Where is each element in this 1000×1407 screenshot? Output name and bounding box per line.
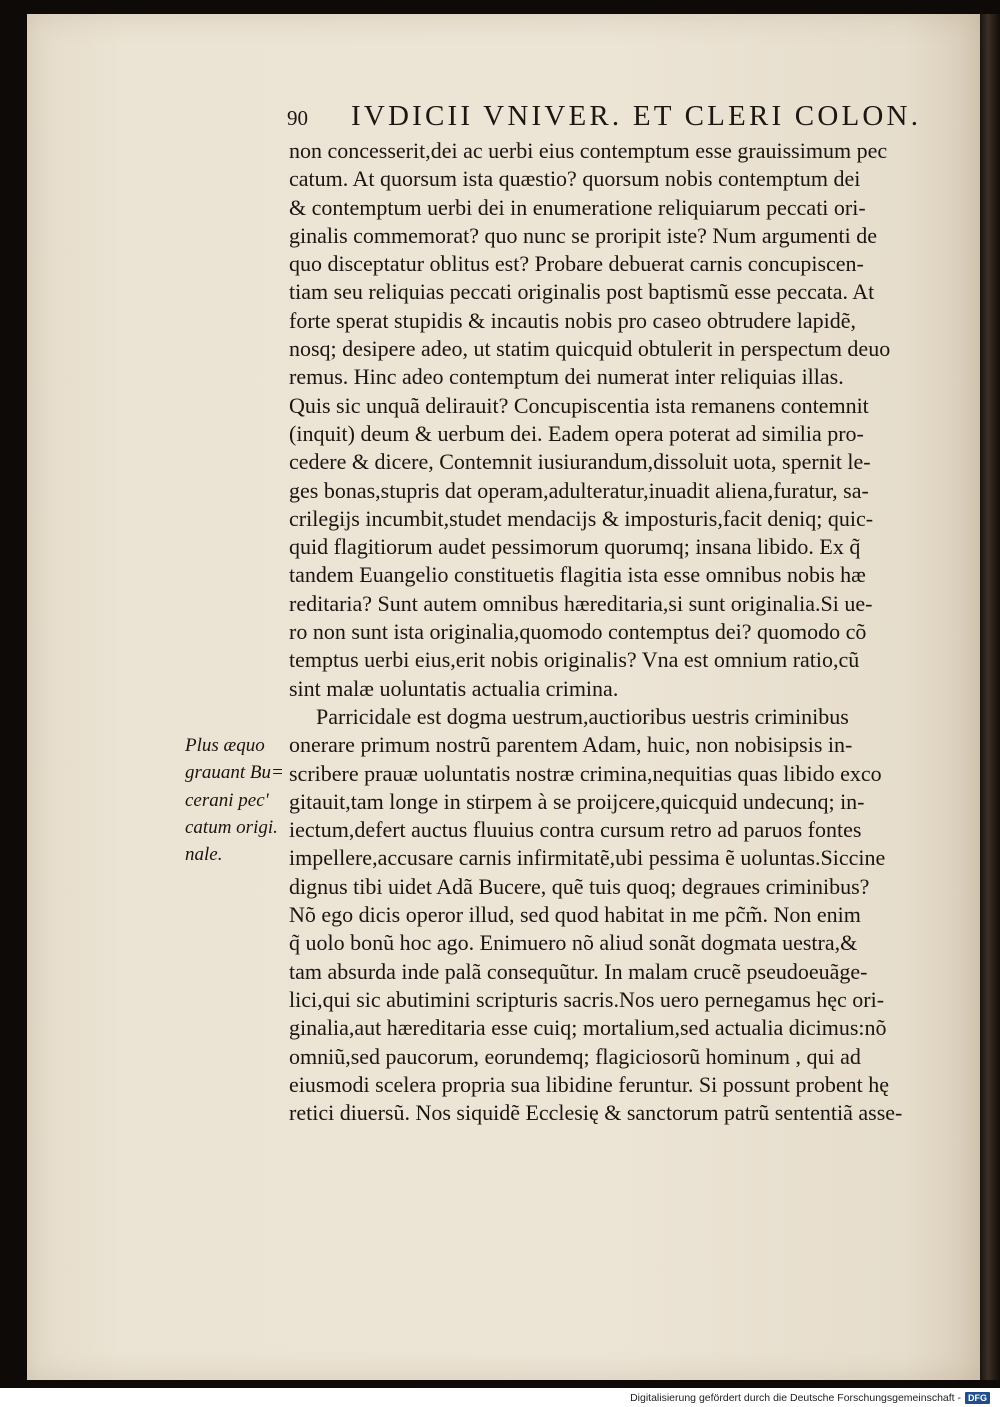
running-title: IVDICII VNIVER. ET CLERI COLON. xyxy=(351,100,922,132)
text-line: tam absurda inde palã consequũtur. In malam crucẽ pseudoeuãge- xyxy=(289,958,868,984)
text-line: gitauit,tam longe in stirpem à se proijcere,quicquid undecunq; in- xyxy=(289,788,865,814)
text-line: omniũ,sed paucorum, eorundemq; flagiciosorũ hominum , qui ad xyxy=(289,1043,861,1069)
text-line: (inquit) deum & uerbum dei. Eadem opera poterat ad similia pro- xyxy=(289,420,864,446)
text-line: forte sperat stupidis & incautis nobis pro caseo obtrudere lapidẽ, xyxy=(289,307,856,333)
book-spine-edge xyxy=(980,14,1000,1380)
body-text xyxy=(289,137,979,1127)
text-line: ginalis commemorat? quo nunc se proripit iste? Num argumenti de xyxy=(289,222,877,248)
text-line: tiam seu reliquias peccati originalis post baptismũ esse peccata. At xyxy=(289,279,875,305)
text-line: remus. Hinc adeo contemptum dei numerat inter reliquias illas. xyxy=(289,364,844,390)
text-line: catum. At quorsum ista quæstio? quorsum nobis contemptum dei xyxy=(289,166,861,192)
text-line: lici,qui sic abutimini scripturis sacris.Nos uero pernegamus hęc ori- xyxy=(289,986,885,1012)
text-line: tandem Euangelio constituetis flagitia ista esse omnibus nobis hæ xyxy=(289,562,866,588)
text-line: iectum,defert auctus fluuius contra cursum retro ad paruos fontes xyxy=(289,817,862,843)
text-line: cedere & dicere, Contemnit iusiurandum,dissoluit uota, spernit le- xyxy=(289,449,871,475)
marginal-note-line: catum origi. xyxy=(185,816,278,838)
text-line: & contemptum uerbi dei in enumeratione reliquiarum peccati ori- xyxy=(289,194,866,220)
running-head xyxy=(287,100,957,140)
text-line: reditaria? Sunt autem omnibus hæreditaria,si sunt originalia.Si ue- xyxy=(289,590,873,616)
text-line: ginalia,aut hæreditaria esse cuiq; mortalium,sed actualia dicimus:nõ xyxy=(289,1015,887,1041)
text-line: quo disceptatur oblitus est? Probare debuerat carnis concupiscen- xyxy=(289,251,864,277)
marginal-note-line: cerani pec' xyxy=(185,789,269,811)
text-line: onerare primum nostrũ parentem Adam, huic, non nobisipsis in- xyxy=(289,732,853,758)
text-line: Quis sic unquã delirauit? Concupiscentia ista remanens contemnit xyxy=(289,392,869,418)
marginal-note xyxy=(185,732,285,868)
text-line: retici diuersũ. Nos siquidẽ Ecclesię & sanctorum patrũ sententiã asse- xyxy=(289,1100,903,1126)
text-line: temptus uerbi eius,erit nobis originalis? Vna est omnium ratio,cũ xyxy=(289,647,860,673)
text-line: ro non sunt ista originalia,quomodo contemptus dei? quomodo cõ xyxy=(289,619,867,645)
marginal-note-line: Plus æquo xyxy=(185,735,265,756)
text-line: crilegijs incumbit,studet mendacijs & imposturis,facit deniq; quic- xyxy=(289,505,874,531)
page-number: 90 xyxy=(287,106,308,130)
text-line: Nõ ego dicis operor illud, sed quod habitat in me pc̃m̃. Non enim xyxy=(289,902,861,928)
text-line: q̃ uolo bonũ hoc ago. Enimuero nõ aliud sonãt dogmata uestra,& xyxy=(289,930,858,956)
text-line: Parricidale est dogma uestrum,auctioribus uestris criminibus xyxy=(316,703,849,729)
dfg-logo: DFG xyxy=(965,1392,990,1404)
text-line: non concesserit,dei ac uerbi eius contemptum esse grauissimum pec xyxy=(289,138,888,163)
text-line: ges bonas,stupris dat operam,adulteratur,inuadit aliena,furatur, sa- xyxy=(289,477,869,503)
text-line: eiusmodi scelera propria sua libidine feruntur. Si possunt probent hę xyxy=(289,1071,889,1097)
text-line: scribere prauæ uoluntatis nostræ crimina,nequitias quas libido exco xyxy=(289,760,882,786)
text-line: nosq; desipere adeo, ut statim quicquid obtulerit in perspectum deuo xyxy=(289,336,891,362)
digitization-credit xyxy=(630,1389,990,1407)
marginal-note-line: grauant Bu= xyxy=(185,762,284,784)
text-line: dignus tibi uidet Adã Bucere, quẽ tuis quoq; degraues criminibus? xyxy=(289,873,870,899)
marginal-note-line: nale. xyxy=(185,844,223,866)
text-line: sint malæ uoluntatis actualia crimina. xyxy=(289,675,619,701)
credit-text: Digitalisierung gefördert durch die Deutsche Forschungsgemeinschaft - xyxy=(630,1392,961,1404)
text-line: impellere,accusare carnis infirmitatẽ,ubi pessima ẽ uoluntas.Siccine xyxy=(289,845,886,871)
text-line: quid flagitiorum audet pessimorum quorumq; insana libido. Ex q̃ xyxy=(289,534,861,560)
